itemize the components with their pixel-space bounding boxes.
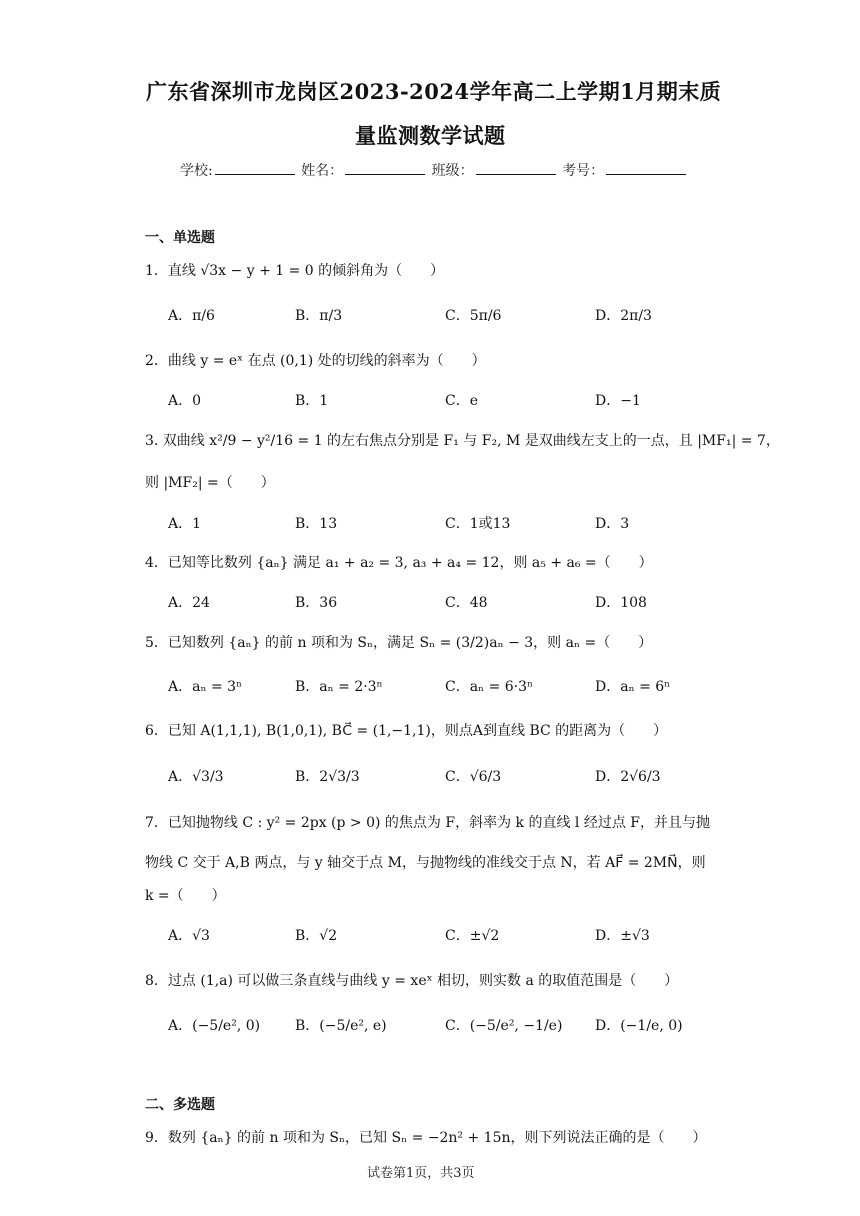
question-3-option-d[interactable]: D．3 <box>595 516 630 532</box>
question-7-line3: k =（ ） <box>145 888 226 904</box>
class-blank[interactable] <box>476 160 556 175</box>
question-5-option-b[interactable]: B．aₙ = 2·3ⁿ <box>295 679 383 695</box>
question-7-line2: 物线 C 交于 A,B 两点，与 y 轴交于点 M，与抛物线的准线交于点 N，若 AF⃗ = 2MN⃗，则 <box>145 855 706 871</box>
question-3-option-c[interactable]: C．1或13 <box>445 516 511 532</box>
question-5-option-c[interactable]: C．aₙ = 6·3ⁿ <box>445 679 534 695</box>
question-1-option-a[interactable]: A．π/6 <box>168 308 215 324</box>
school-label: 学校: <box>180 163 213 179</box>
question-4-option-a[interactable]: A．24 <box>168 595 210 611</box>
question-5-option-a[interactable]: A．aₙ = 3ⁿ <box>168 679 243 695</box>
student-info-line <box>180 160 688 180</box>
school-blank[interactable] <box>215 160 295 175</box>
page-title-line1: 广东省深圳市龙岗区2023-2024学年高二上学期1月期末质 <box>146 79 722 104</box>
number-label: 考号： <box>562 163 605 179</box>
question-2-option-b[interactable]: B．1 <box>295 393 329 409</box>
question-2-option-a[interactable]: A．0 <box>168 393 202 409</box>
question-4-option-b[interactable]: B．36 <box>295 595 338 611</box>
class-label: 班级： <box>431 163 474 179</box>
question-2-option-c[interactable]: C．e <box>445 393 478 409</box>
question-9: 9．数列 {aₙ} 的前 n 项和为 Sₙ，已知 Sₙ = −2n² + 15n，则下列说法正确的是（ ） <box>145 1130 707 1146</box>
question-6-option-a[interactable]: A．√3/3 <box>168 769 224 785</box>
question-7-option-d[interactable]: D．±√3 <box>595 928 650 944</box>
question-1-option-b[interactable]: B．π/3 <box>295 308 343 324</box>
question-7-option-a[interactable]: A．√3 <box>168 928 210 944</box>
question-3-line2: 则 |MF₂| =（ ） <box>145 475 275 491</box>
question-3-option-b[interactable]: B．13 <box>295 516 338 532</box>
question-7-option-c[interactable]: C．±√2 <box>445 928 500 944</box>
section-heading: 二、多选题 <box>145 1097 215 1113</box>
question-8: 8．过点 (1,a) 可以做三条直线与曲线 y = xeˣ 相切，则实数 a 的取值范围是（ ） <box>145 973 679 989</box>
question-2-option-d[interactable]: D．−1 <box>595 393 641 409</box>
question-5: 5．已知数列 {aₙ} 的前 n 项和为 Sₙ，满足 Sₙ = (3/2)aₙ − 3，则 aₙ =（ ） <box>145 635 653 651</box>
question-8-option-b[interactable]: B．(−5/e², e) <box>295 1018 387 1034</box>
question-1-option-c[interactable]: C．5π/6 <box>445 308 502 324</box>
name-label: 姓名： <box>301 163 344 179</box>
section-heading: 一、单选题 <box>145 230 215 246</box>
page-title-line2: 量监测数学试题 <box>355 123 506 148</box>
question-4-option-c[interactable]: C．48 <box>445 595 488 611</box>
question-8-option-a[interactable]: A．(−5/e², 0) <box>168 1018 261 1034</box>
question-6-option-c[interactable]: C．√6/3 <box>445 769 502 785</box>
question-1-option-d[interactable]: D．2π/3 <box>595 308 652 324</box>
question-8-option-d[interactable]: D．(−1/e, 0) <box>595 1018 683 1034</box>
name-blank[interactable] <box>345 160 425 175</box>
question-3-option-a[interactable]: A．1 <box>168 516 202 532</box>
question-7: 7．已知抛物线 C : y² = 2px (p > 0) 的焦点为 F，斜率为 k 的直线 l 经过点 F，并且与抛 <box>145 815 711 831</box>
question-1: 1．直线 √3x − y + 1 = 0 的倾斜角为（ ） <box>145 263 445 279</box>
question-5-option-d[interactable]: D．aₙ = 6ⁿ <box>595 679 671 695</box>
number-blank[interactable] <box>606 160 686 175</box>
question-6-option-b[interactable]: B．2√3/3 <box>295 769 360 785</box>
question-8-option-c[interactable]: C．(−5/e², −1/e) <box>445 1018 563 1034</box>
question-2: 2．曲线 y = eˣ 在点 (0,1) 处的切线的斜率为（ ） <box>145 353 486 369</box>
question-7-option-b[interactable]: B．√2 <box>295 928 338 944</box>
question-6: 6．已知 A(1,1,1), B(1,0,1), BC⃗ = (1,−1,1)，则点A到直线 BC 的距离为（ ） <box>145 723 668 739</box>
question-6-option-d[interactable]: D．2√6/3 <box>595 769 661 785</box>
question-3: 3. 双曲线 x²/9 − y²/16 = 1 的左右焦点分别是 F₁ 与 F₂, M 是双曲线左支上的一点，且 |MF₁| = 7， <box>145 433 780 449</box>
question-4-option-d[interactable]: D．108 <box>595 595 647 611</box>
question-4: 4．已知等比数列 {aₙ} 满足 a₁ + a₂ = 3, a₃ + a₄ = 12，则 a₅ + a₆ =（ ） <box>145 555 653 571</box>
page-footer: 试卷第1页，共3页 <box>367 1166 475 1181</box>
